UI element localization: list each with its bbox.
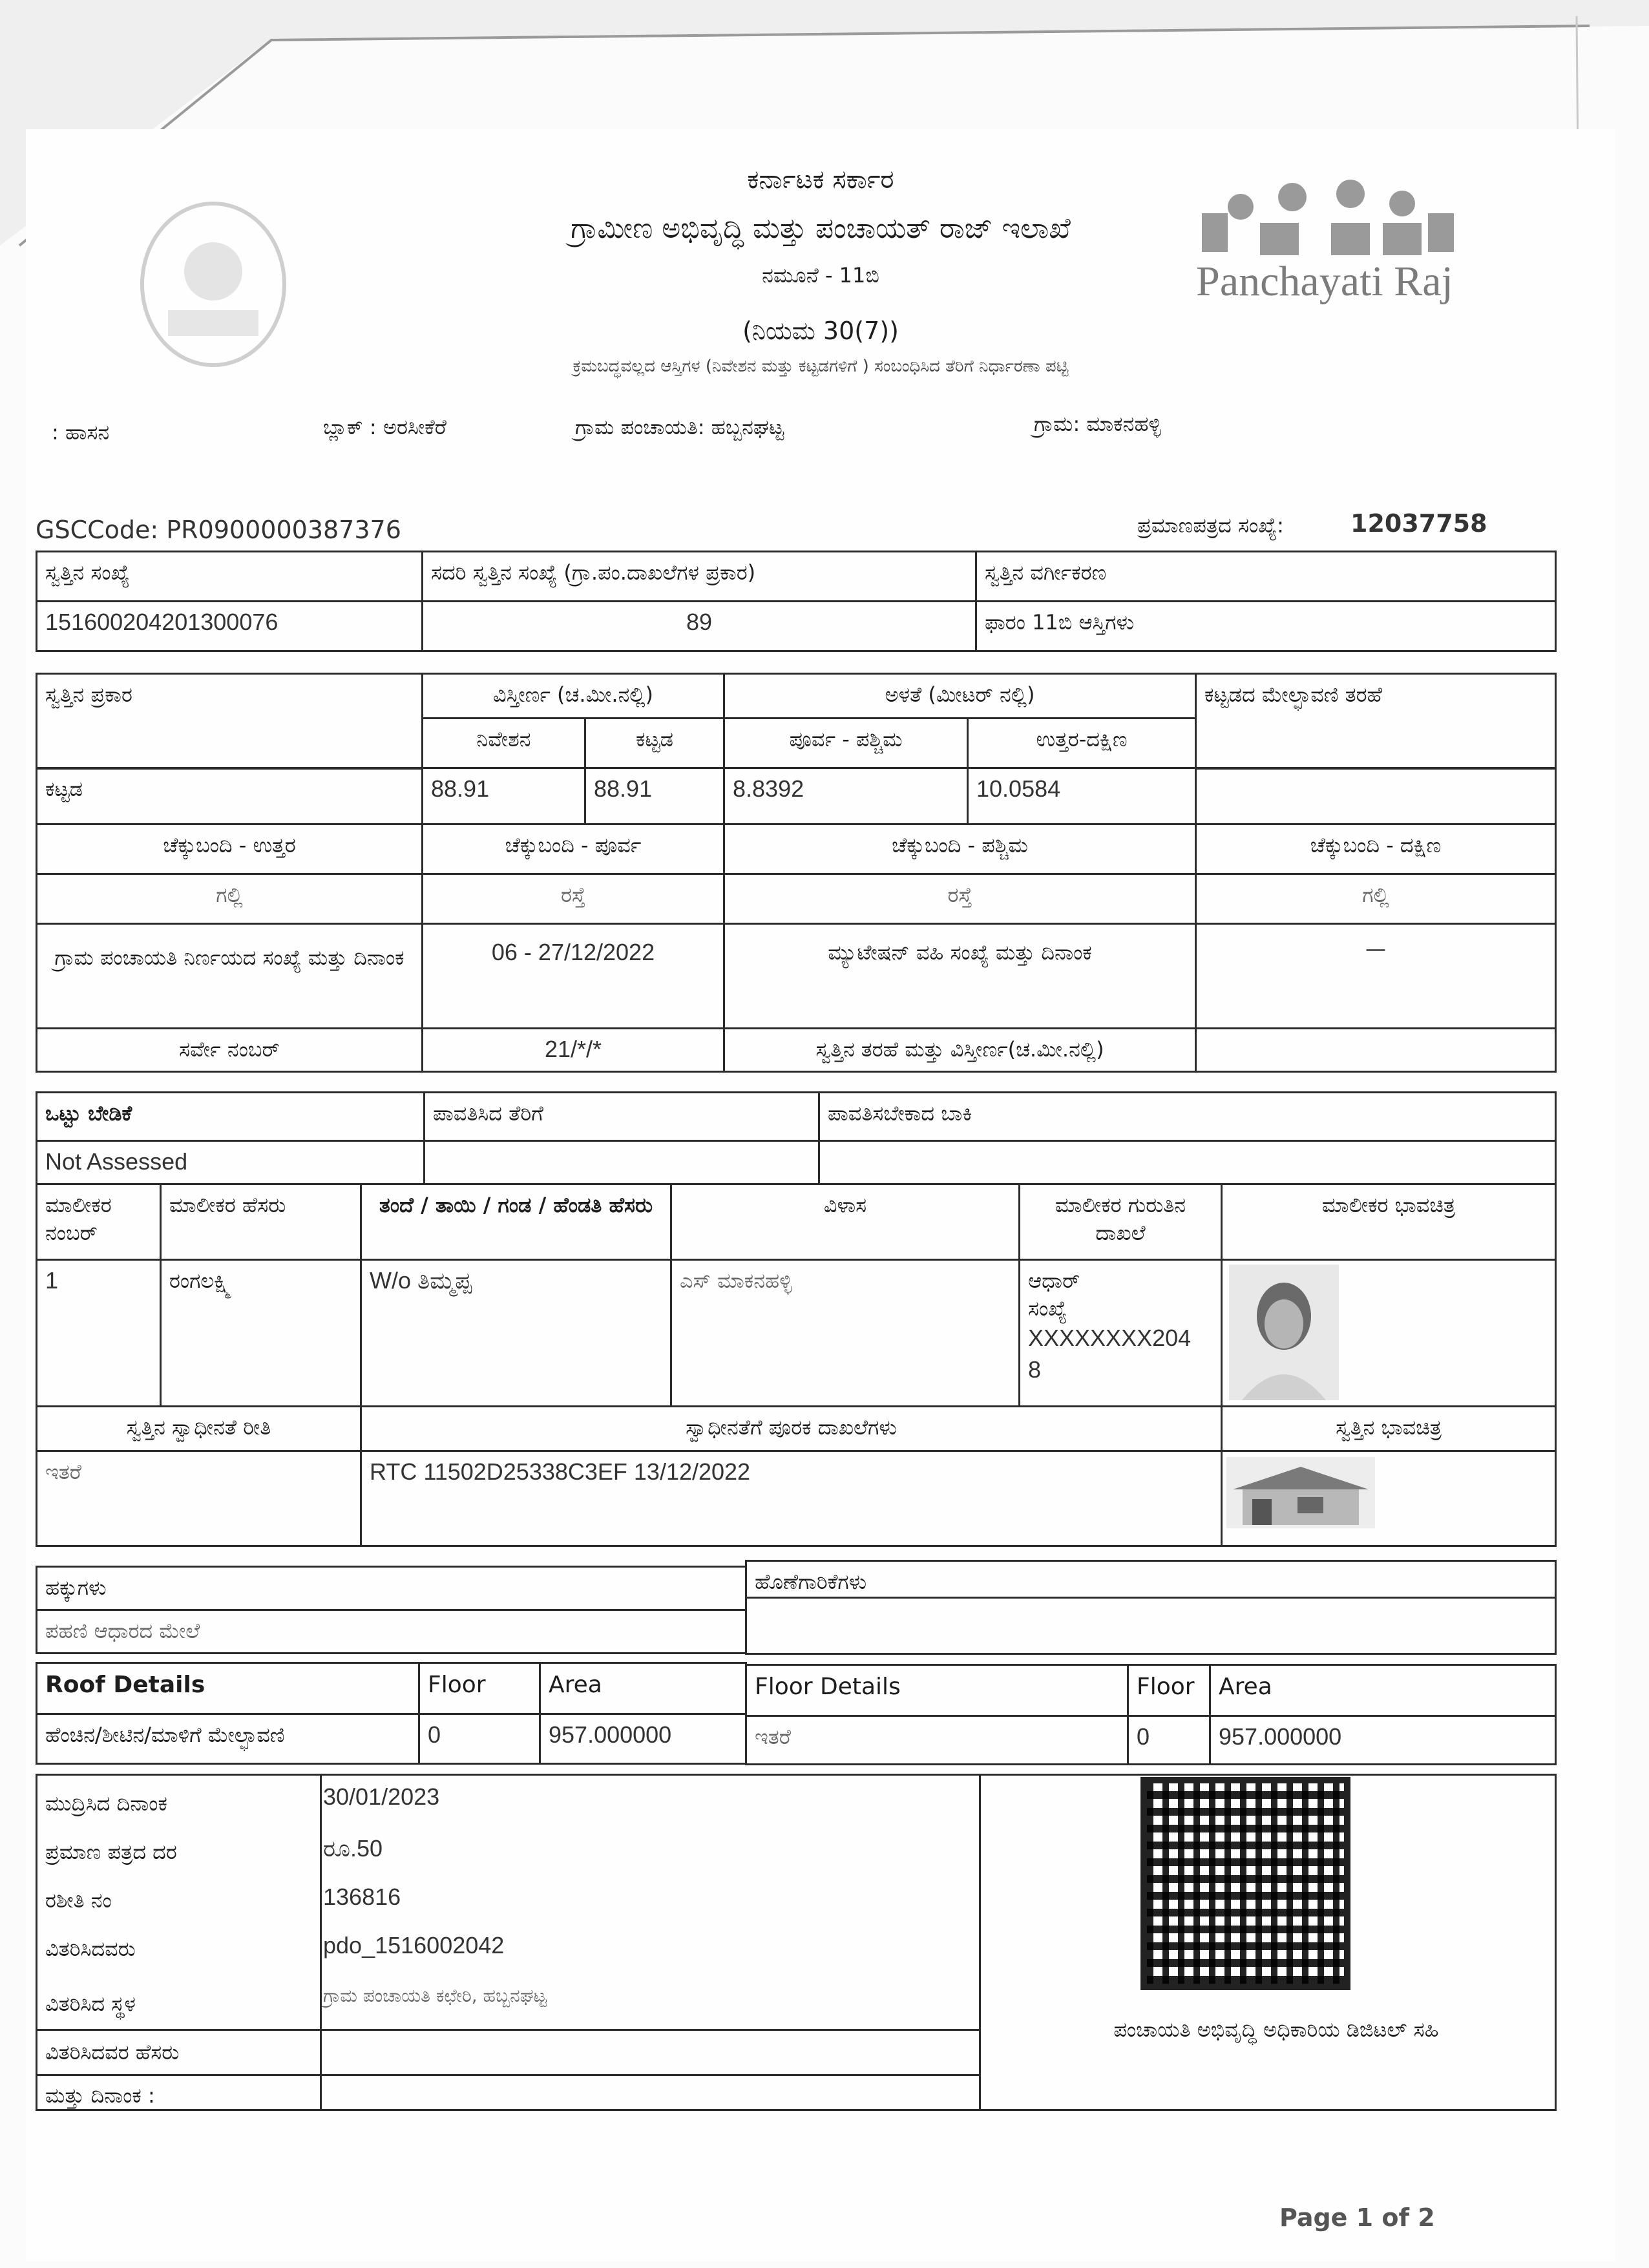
floor-floor: 0 [1127, 1715, 1211, 1765]
property-no-label: ಸ್ವತ್ತಿನ ಸಂಖ್ಯೆ [36, 551, 423, 602]
roof-type-label: ಕಟ್ಟಡದ ಮೇಲ್ಛಾವಣಿ ತರಹೆ [1195, 673, 1557, 770]
site-area: 88.91 [421, 767, 586, 825]
decision-label: ಗ್ರಾಮ ಪಂಚಾಯತಿ ನಿರ್ಣಯದ ಸಂಖ್ಯೆ ಮತ್ತು ದಿನಾಂಕ [36, 923, 423, 1029]
ownership-mode: ಇತರೆ [36, 1450, 362, 1547]
issue-col-divider-2 [979, 1774, 981, 2111]
ownership-docs-label: ಸ್ವಾಧೀನತೆಗೆ ಪೂರಕ ದಾಖಲೆಗಳು [360, 1405, 1223, 1452]
issuer: pdo_1516002042 [323, 1932, 505, 1958]
owner-no: 1 [36, 1259, 162, 1407]
floor-floor-header: Floor [1127, 1664, 1211, 1717]
north-south-label: ಉತ್ತರ-ದಕ್ಷಿಣ [967, 717, 1197, 769]
printed-date-label: ಮುದ್ರಿಸಿದ ದಿನಾಂಕ [45, 1791, 167, 1816]
south-boundary-label: ಚೆಕ್ಕುಬಂದಿ - ದಕ್ಷಿಣ [1195, 823, 1557, 875]
gram-panchayat: ಗ್ರಾಮ ಪಂಚಾಯತಿ: ಹಬ್ಬನಘಟ್ಟ [575, 415, 784, 439]
rights-label: ಹಕ್ಕುಗಳು [36, 1566, 747, 1611]
id-doc [1018, 1259, 1223, 1407]
survey-label: ಸರ್ವೇ ನಂಬರ್ [36, 1027, 423, 1073]
address-label: ವಿಳಾಸ [670, 1183, 1020, 1261]
demand-label: ಒಟ್ಟು ಬೇಡಿಕೆ [36, 1091, 425, 1142]
document-subtitle: ಕ್ರಮಬದ್ಧವಲ್ಲದ ಆಸ್ತಿಗಳ (ನಿವೇಶನ ಮತ್ತು ಕಟ್ಟಡಗಳಿಗೆ ) ಸಂಬಂಧಿಸಿದ ತೆರಿಗೆ ನಿರ್ಧಾರಣಾ ಪಟ್ಟಿ [572, 357, 1069, 376]
relation-label: ತಂದೆ / ತಾಯಿ / ಗಂಡ / ಹೆಂಡತಿ ಹೆಸರು [360, 1183, 672, 1261]
receipt-number: 136816 [323, 1884, 401, 1910]
qr-code [1140, 1777, 1350, 1990]
building-label: ಕಟ್ಟಡ [584, 717, 725, 769]
roof-details: ಹೆಂಚಿನ/ಶೀಟಿನ/ಮಾಳಿಗೆ ಮೇಲ್ಛಾವಣಿ [36, 1713, 420, 1765]
demand-value: Not Assessed [36, 1140, 425, 1185]
id-number: XXXXXXXX204 [1028, 1325, 1192, 1352]
paid-tax-value [423, 1140, 820, 1185]
mutation-label: ಮ್ಯುಟೇಷನ್ ವಹಿ ಸಂಖ್ಯೆ ಮತ್ತು ದಿನಾಂಕ [723, 923, 1197, 1029]
roof-details-header: Roof Details [36, 1662, 420, 1715]
issue-divider-2 [36, 2074, 979, 2076]
balance-label: ಪಾವತಿಸಬೇಕಾದ ಬಾಕಿ [818, 1091, 1557, 1142]
measure-label: ಅಳತೆ (ಮೀಟರ್ ನಲ್ಲಿ) [723, 673, 1197, 719]
rule-number: (ನಿಯಮ 30(7)) [742, 317, 899, 345]
building-area: 88.91 [584, 767, 725, 825]
north-boundary-label: ಚೆಕ್ಕುಬಂದಿ - ಉತ್ತರ [36, 823, 423, 875]
issue-col-divider [320, 1774, 322, 2111]
owner-name-label: ಮಾಲೀಕರ ಹೆಸರು [160, 1183, 362, 1261]
id-number-label: ಸಂಖ್ಯೆ [1028, 1296, 1067, 1321]
east-boundary: ರಸ್ತೆ [421, 873, 725, 925]
property-photo [1226, 1457, 1375, 1528]
id-type: ಆಧಾರ್ [1028, 1268, 1080, 1293]
site-label: ನಿವೇಶನ [421, 717, 586, 769]
east-west-value: 8.8392 [723, 767, 969, 825]
north-south-value: 10.0584 [967, 767, 1197, 825]
govt-title: ಕರ್ನಾಟಕ ಸರ್ಕಾರ [747, 165, 894, 194]
gsc-code: GSCCode: PR0900000387376 [36, 516, 401, 544]
property-class: ಫಾರಂ 11ಬಿ ಆಸ್ತಿಗಳು [975, 600, 1557, 652]
roof-floor: 0 [418, 1713, 541, 1765]
printed-date: 30/01/2023 [323, 1783, 440, 1810]
receipt-label: ರಶೀತಿ ನಂ [45, 1888, 112, 1913]
roof-type-value [1195, 767, 1557, 825]
property-no: 151600204201300076 [36, 600, 423, 652]
property-type-label: ಸ್ವತ್ತಿನ ಪ್ರಕಾರ [36, 673, 423, 770]
document-page [26, 129, 1615, 2262]
id-number-tail: 8 [1028, 1356, 1042, 1383]
roof-floor-header: Floor [418, 1662, 541, 1715]
property-type: ಕಟ್ಟಡ [36, 767, 423, 825]
fee: ರೂ.50 [323, 1835, 383, 1862]
issue-date-label: ಮತ್ತು ದಿನಾಂಕ : [45, 2083, 155, 2108]
east-boundary-label: ಚೆಕ್ಕುಬಂದಿ - ಪೂರ್ವ [421, 823, 725, 875]
issue-divider [36, 2029, 979, 2031]
page-number: Page 1 of 2 [1279, 2203, 1435, 2232]
signature-caption: ಪಂಚಾಯತಿ ಅಭಿವೃದ್ಧಿ ಅಧಿಕಾರಿಯ ಡಿಜಿಟಲ್ ಸಹಿ [1113, 2017, 1439, 2042]
mutation-value: — [1195, 923, 1557, 1029]
relation-name: W/o ತಿಮ್ಮಪ್ಪ [360, 1259, 672, 1407]
east-west-label: ಪೂರ್ವ - ಪಶ್ಚಿಮ [723, 717, 969, 769]
property-area-label: ಸ್ವತ್ತಿನ ತರಹೆ ಮತ್ತು ವಿಸ್ತೀರ್ಣ(ಚ.ಮೀ.ನಲ್ಲಿ) [723, 1027, 1197, 1073]
form-number: ನಮೂನೆ - 11ಬಿ [762, 263, 879, 288]
floor-area-header: Area [1209, 1664, 1557, 1717]
balance-value [818, 1140, 1557, 1185]
gp-property-no: 89 [421, 600, 977, 652]
place: ಗ್ರಾಮ ಪಂಚಾಯತಿ ಕಛೇರಿ, ಹಬ್ಬನಘಟ್ಟ [323, 1985, 547, 2006]
district: : ಹಾಸನ [52, 420, 110, 445]
rights-value: ಪಹಣಿ ಆಧಾರದ ಮೇಲೆ [36, 1609, 747, 1654]
fee-label: ಪ್ರಮಾಣ ಪತ್ರದ ದರ [45, 1840, 177, 1864]
west-boundary: ರಸ್ತೆ [723, 873, 1197, 925]
certificate-number: 12037758 [1350, 509, 1487, 538]
roof-area: 957.000000 [539, 1713, 747, 1765]
ownership-mode-label: ಸ್ವತ್ತಿನ ಸ್ವಾಧೀನತೆ ರೀತಿ [36, 1405, 362, 1452]
roof-area-header: Area [539, 1662, 747, 1715]
block: ಬ್ಲಾಕ್ : ಅರಸೀಕೆರೆ [323, 415, 446, 439]
issuer-label: ವಿತರಿಸಿದವರು [45, 1937, 136, 1961]
area-label: ವಿಸ್ತೀರ್ಣ (ಚ.ಮೀ.ನಲ್ಲಿ) [421, 673, 725, 719]
owner-address: ಎಸ್ ಮಾಕನಹಳ್ಳಿ [670, 1259, 1020, 1407]
liabilities-label: ಹೊಣೆಗಾರಿಕೆಗಳು [745, 1560, 1557, 1599]
owner-photo [1229, 1265, 1339, 1400]
issuer-name-label: ವಿತರಿಸಿದವರ ಹೆಸರು [45, 2040, 180, 2064]
id-doc-label: ಮಾಲೀಕರ ಗುರುತಿನ ದಾಖಲೆ [1018, 1183, 1223, 1261]
property-class-label: ಸ್ವತ್ತಿನ ವರ್ಗೀಕರಣ [975, 551, 1557, 602]
liabilities-value [745, 1597, 1557, 1655]
floor-details-header: Floor Details [745, 1664, 1129, 1717]
owner-photo-cell [1221, 1259, 1557, 1407]
department-title: ಗ್ರಾಮೀಣ ಅಭಿವೃದ್ಧಿ ಮತ್ತು ಪಂಚಾಯತ್ ರಾಜ್ ಇಲಾಖೆ [571, 212, 1071, 245]
survey-number: 21/*/* [421, 1027, 725, 1073]
south-boundary: ಗಲ್ಲಿ [1195, 873, 1557, 925]
logo-text: Panchayati Raj [1196, 258, 1453, 305]
decision-value: 06 - 27/12/2022 [421, 923, 725, 1029]
gp-property-no-label: ಸದರಿ ಸ್ವತ್ತಿನ ಸಂಖ್ಯೆ (ಗ್ರಾ.ಪಂ.ದಾಖಲೆಗಳ ಪ್ರಕಾರ) [421, 551, 977, 602]
owner-photo-label: ಮಾಲೀಕರ ಭಾವಚಿತ್ರ [1221, 1183, 1557, 1261]
place-label: ವಿತರಿಸಿದ ಸ್ಥಳ [45, 1991, 136, 2016]
west-boundary-label: ಚೆಕ್ಕುಬಂದಿ - ಪಶ್ಚಿಮ [723, 823, 1197, 875]
north-boundary: ಗಲ್ಲಿ [36, 873, 423, 925]
owner-no-label: ಮಾಲೀಕರ ನಂಬರ್ [36, 1183, 162, 1261]
floor-details: ಇತರೆ [745, 1715, 1129, 1765]
ownership-docs: RTC 11502D25338C3EF 13/12/2022 [360, 1450, 1223, 1547]
floor-area: 957.000000 [1209, 1715, 1557, 1765]
paid-tax-label: ಪಾವತಿಸಿದ ತೆರಿಗೆ [423, 1091, 820, 1142]
property-photo-cell [1221, 1450, 1557, 1547]
property-photo-label: ಸ್ವತ್ತಿನ ಭಾವಚಿತ್ರ [1221, 1405, 1557, 1452]
property-area-value [1195, 1027, 1557, 1073]
certificate-label: ಪ್ರಮಾಣಪತ್ರದ ಸಂಖ್ಯೆ: [1137, 513, 1284, 538]
village: ಗ್ರಾಮ: ಮಾಕನಹಳ್ಳಿ [1034, 412, 1161, 436]
owner-name: ರಂಗಲಕ್ಷ್ಮಿ [160, 1259, 362, 1407]
